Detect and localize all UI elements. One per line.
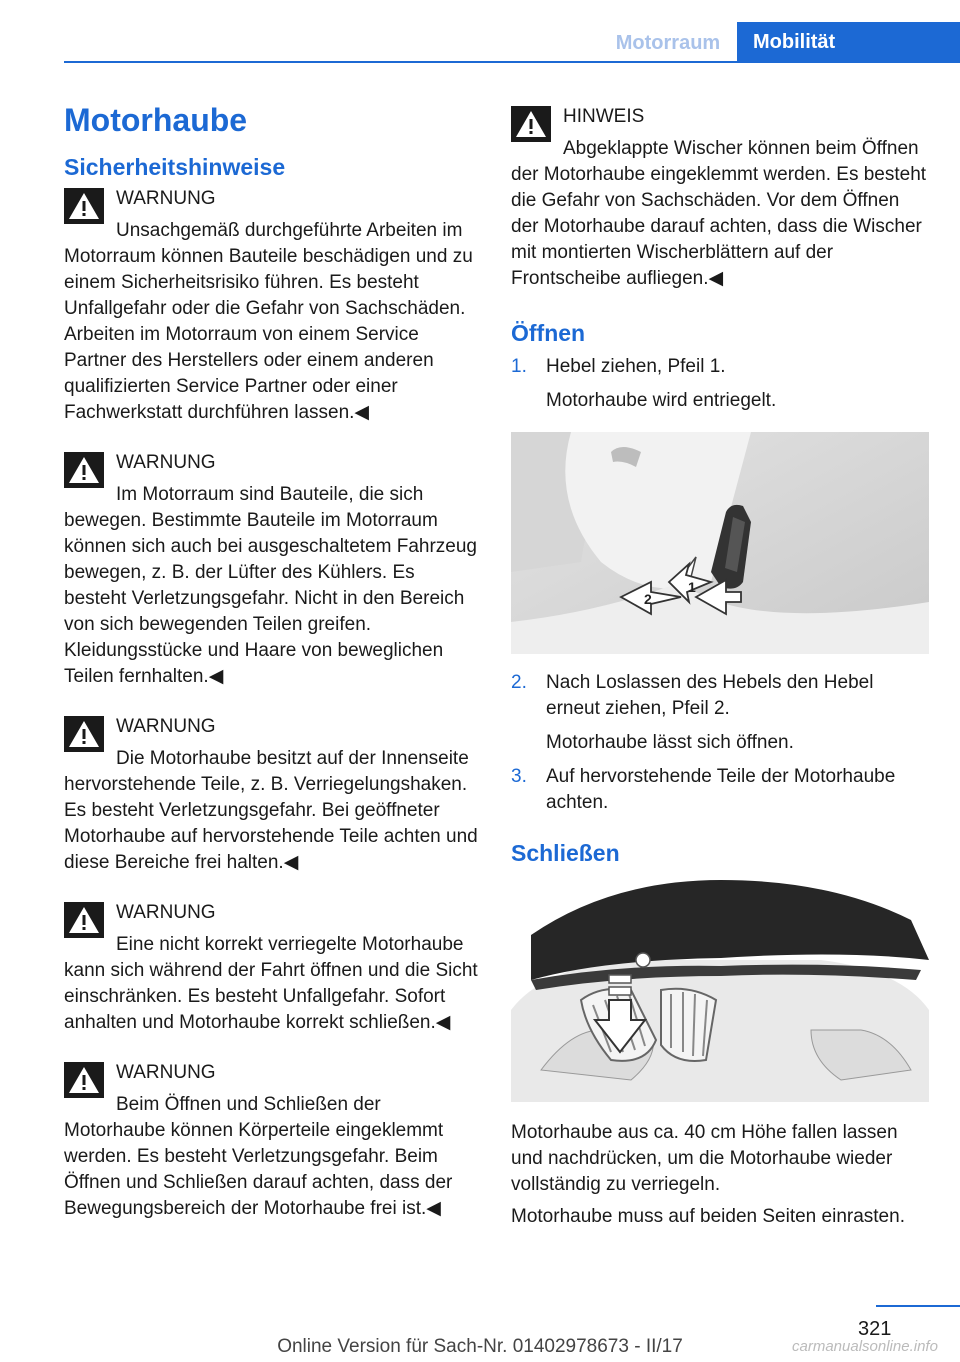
step-text: Hebel ziehen, Pfeil 1. [546,356,726,377]
warning-triangle-icon [64,902,104,938]
notice-block [511,104,931,292]
left-column [64,100,479,1222]
step-number: 3. [511,766,527,787]
warning-triangle-icon [64,1062,104,1098]
step-text: Auf hervorstehende Teile der Motorhaube achten. [546,766,896,813]
warning-label: WARNUNG [116,1062,216,1083]
footer-rule [876,1305,960,1307]
warning-block [64,450,479,690]
step-result: Motorhaube wird entriegelt. [546,390,777,411]
tab-motorraum[interactable]: Motorraum [615,32,721,54]
arrow-label-2: 2 [644,591,652,607]
warning-block [64,714,479,876]
warning-label: WARNUNG [116,902,216,923]
warning-block [64,186,479,426]
section-heading-open: Öffnen [511,320,586,346]
warning-text: Im Motorraum sind Bauteile, die sich bewegen. Bestimmte Bauteile im Motorraum können sich auch bei ausgeschaltetem Fahrzeug bewegen, z. B. der Lüfter des Kühlers. Es besteht Verletzungsgefahr. Nicht in den Bereich von sich bewegenden Teilen greifen. Kleidungsstücke und Haare von beweglichen Teilen fernhalten.◀ [64,484,477,687]
list-item [511,764,931,816]
warning-triangle-icon [64,716,104,752]
warning-triangle-icon [511,106,551,142]
hood-release-lever-figure [511,432,929,654]
page-number: 321 [858,1318,892,1340]
right-column [511,100,931,1230]
warning-label: WARNUNG [116,716,216,737]
warning-text: Unsachgemäß durchgeführte Arbeiten im Motorraum können Bauteile beschädigen und zu einem Sicherheitsrisiko führen. Es besteht Unfallgefahr oder die Gefahr von Sachschäden. Arbeiten im Motorraum von einem Service Partner des Herstellers oder einem anderen qualifizierten Service Partner oder einer Fachwerkstatt durchführen lassen.◀ [64,220,473,423]
tab-mobilitaet[interactable]: Mobilität [737,22,960,62]
notice-label: HINWEIS [563,106,645,127]
warning-block [64,900,479,1036]
warning-text: Beim Öffnen und Schließen der Motorhaube können Körperteile eingeklemmt werden. Es besteht Verletzungsgefahr. Beim Öffnen und Schließen darauf achten, dass der Bewegungsbereich der Motorhaube frei ist.◀ [64,1094,453,1219]
step-number: 2. [511,672,527,693]
close-instruction: Motorhaube aus ca. 40 cm Höhe fallen lassen und nachdrücken, um die Motorhaube wieder vollständig zu verriegeln. [511,1122,898,1195]
warning-block [64,1060,479,1222]
online-version-note: Online Version für Sach-Nr. 01402978673 - II/17 [277,1336,683,1357]
list-item [511,670,931,756]
open-steps-continued [511,670,931,816]
warning-text: Die Motorhaube besitzt auf der Innenseite hervorstehende Teile, z. B. Verriegelungshaken. Es besteht Verletzungsgefahr. Bei geöffneter Motorhaube auf hervorstehende Teile achten und diese Bereiche frei halten.◀ [64,748,478,873]
step-text: Nach Loslassen des Hebels den Hebel erneut ziehen, Pfeil 2. [546,672,874,719]
step-result: Motorhaube lässt sich öffnen. [546,732,794,753]
section-heading-safety: Sicherheitshinweise [64,154,286,180]
watermark: carmanualsonline.info [792,1338,938,1355]
step-number: 1. [511,356,527,377]
page-title: Motorhaube [64,102,248,138]
list-item [511,354,931,414]
warning-text: Eine nicht korrekt verriegelte Motorhaube kann sich während der Fahrt öffnen und die Sicht einschränken. Es besteht Unfallgefahr. Sofort anhalten und Motorhaube korrekt schließen.◀ [64,934,478,1033]
warning-triangle-icon [64,452,104,488]
section-heading-close: Schließen [511,840,620,866]
arrow-label-1: 1 [688,579,696,595]
warning-label: WARNUNG [116,452,216,473]
warning-label: WARNUNG [116,188,216,209]
notice-text: Abgeklappte Wischer können beim Öffnen der Motorhaube eingeklemmt werden. Es besteht die Gefahr von Sachschäden. Vor dem Öffnen der Motorhaube darauf achten, dass die Wischer mit montierten Wischerblättern auf der Frontscheibe aufliegen.◀ [511,138,927,289]
open-steps [511,354,931,414]
closing-hood-figure [511,880,929,1102]
warning-triangle-icon [64,188,104,224]
close-note: Motorhaube muss auf beiden Seiten einrasten. [511,1206,905,1227]
